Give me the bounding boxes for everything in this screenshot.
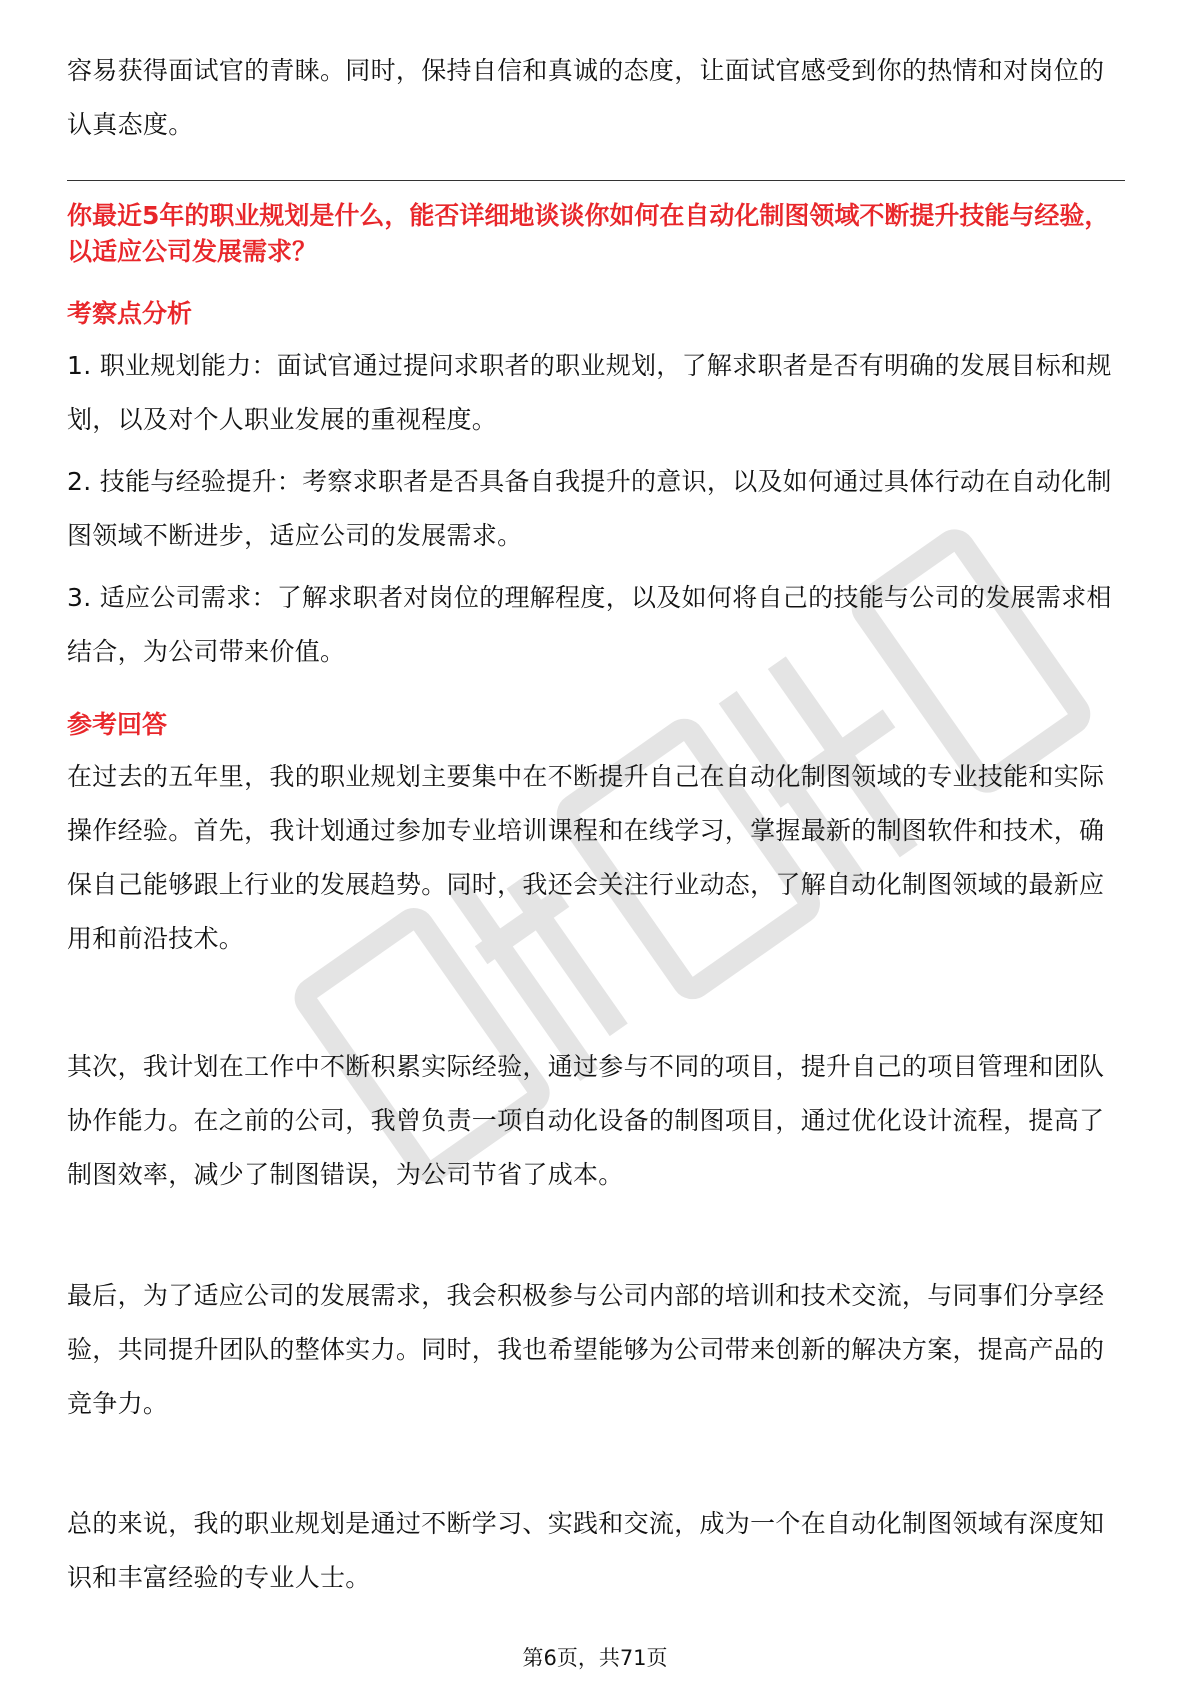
page-number-footer: 第6页，共71页 <box>522 1646 668 1670</box>
analysis-point-1: 1. 职业规划能力：面试官通过提问求职者的职业规划，了解求职者是否有明确的发展目标和规划，以及对个人职业发展的重视程度。 <box>67 351 1112 434</box>
answer-paragraph-2: 其次，我计划在工作中不断积累实际经验，通过参与不同的项目，提升自己的项目管理和团队协作能力。在之前的公司，我曾负责一项自动化设备的制图项目，通过优化设计流程，提高了制图效率，减少了制图错误，为公司节省了成本。 <box>67 1052 1105 1189</box>
analysis-heading: 考察点分析 <box>67 299 193 328</box>
intro-paragraph: 容易获得面试官的青睐。同时，保持自信和真诚的态度，让面试官感受到你的热情和对岗位的认真态度。 <box>67 56 1105 139</box>
analysis-point-3: 3. 适应公司需求：了解求职者对岗位的理解程度，以及如何将自己的技能与公司的发展需求相结合，为公司带来价值。 <box>67 583 1112 666</box>
analysis-point-2: 2. 技能与经验提升：考察求职者是否具备自我提升的意识，以及如何通过具体行动在自动化制图领域不断进步，适应公司的发展需求。 <box>67 467 1112 550</box>
answer-heading: 参考回答 <box>67 710 168 739</box>
answer-paragraph-3: 最后，为了适应公司的发展需求，我会积极参与公司内部的培训和技术交流，与同事们分享经验，共同提升团队的整体实力。同时，我也希望能够为公司带来创新的解决方案，提高产品的竞争力。 <box>67 1281 1105 1418</box>
section-divider <box>67 180 1125 181</box>
answer-paragraph-4: 总的来说，我的职业规划是通过不断学习、实践和交流，成为一个在自动化制图领域有深度知识和丰富经验的专业人士。 <box>67 1509 1105 1592</box>
interview-question: 你最近5年的职业规划是什么，能否详细地谈谈你如何在自动化制图领域不断提升技能与经验，以适应公司发展需求？ <box>67 201 1110 266</box>
answer-paragraph-1: 在过去的五年里，我的职业规划主要集中在不断提升自己在自动化制图领域的专业技能和实际操作经验。首先，我计划通过参加专业培训课程和在线学习，掌握最新的制图软件和技术，确保自己能够跟上行业的发展趋势。同时，我还会关注行业动态，了解自动化制图领域的最新应用和前沿技术。 <box>67 762 1105 953</box>
